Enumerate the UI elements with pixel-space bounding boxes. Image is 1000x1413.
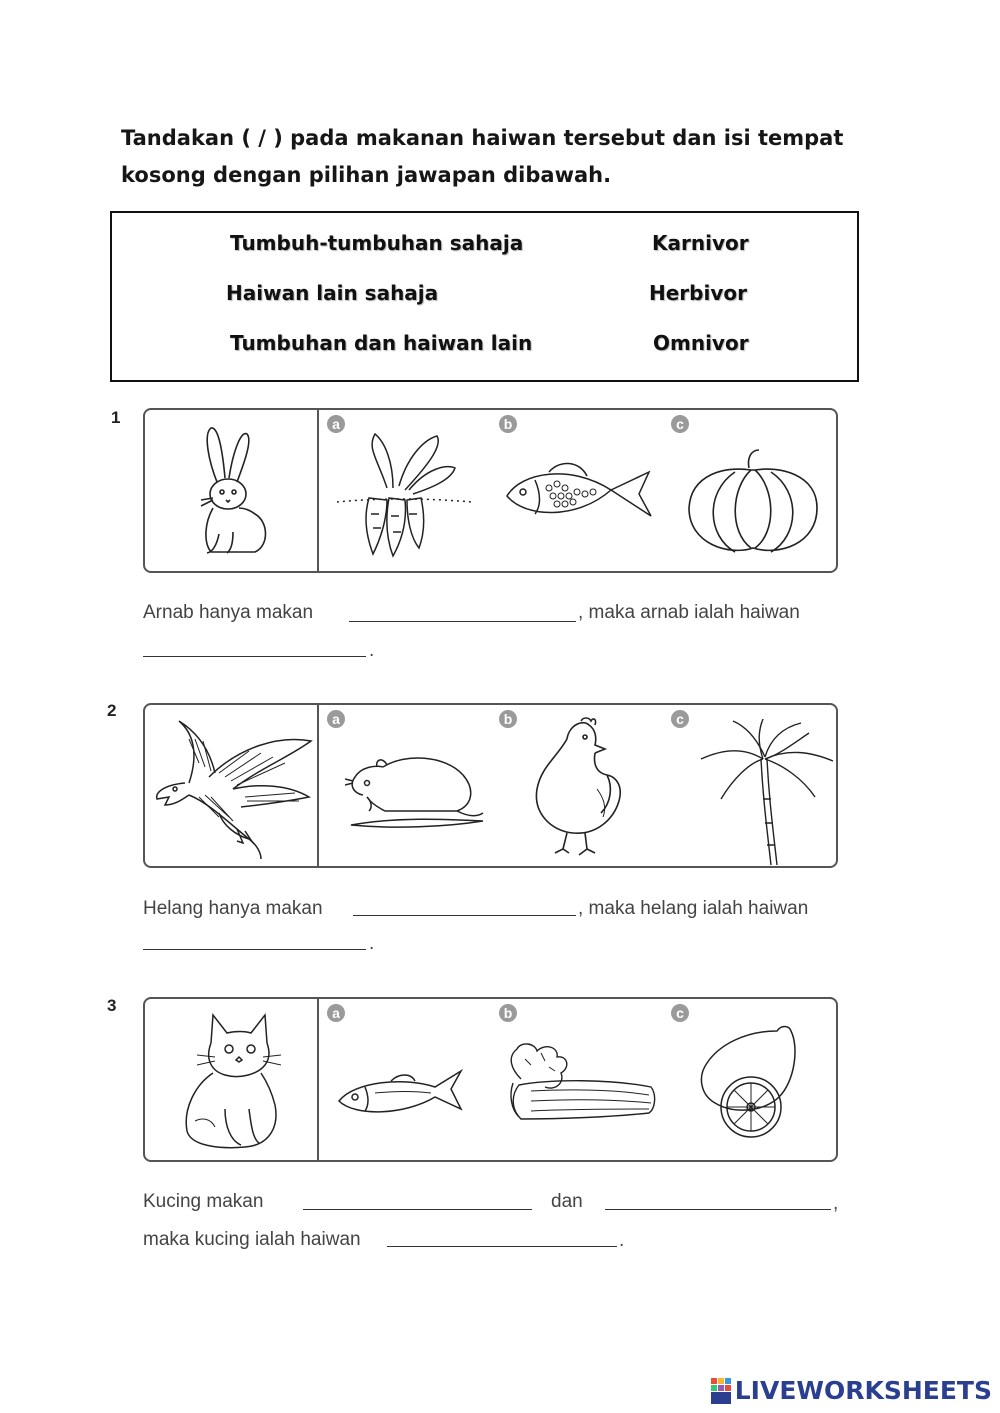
fish-image[interactable] — [335, 1057, 465, 1127]
instruction-text — [121, 120, 861, 194]
question-2-type-blank[interactable] — [143, 949, 366, 950]
fish-image[interactable] — [501, 454, 656, 534]
question-3-food-blank-2[interactable] — [605, 1209, 831, 1210]
choice-food-plants-and-animals[interactable]: Tumbuhan dan haiwan lain — [230, 331, 533, 355]
choice-omnivor[interactable]: Omnivor — [653, 331, 749, 355]
instruction-line-1: Tandakan ( / ) pada makanan haiwan tersebut dan isi tempat — [121, 126, 844, 150]
option-c-badge[interactable]: c — [671, 1004, 689, 1022]
question-2-food-blank[interactable] — [353, 915, 576, 916]
question-3-sentence-and: dan — [551, 1191, 583, 1212]
question-2-sentence-end: , maka helang ialah haiwan — [578, 898, 809, 919]
choice-karnivor[interactable]: Karnivor — [652, 231, 749, 255]
question-1-panel — [143, 408, 838, 573]
option-b-badge[interactable]: b — [499, 1004, 517, 1022]
question-3-comma: , — [833, 1193, 839, 1214]
option-c-badge[interactable]: c — [671, 710, 689, 728]
question-2-sentence-start: Helang hanya makan — [143, 898, 323, 919]
rabbit-image — [183, 422, 283, 562]
option-a-badge[interactable]: a — [327, 415, 345, 433]
option-c-badge[interactable]: c — [671, 415, 689, 433]
carrot-image[interactable] — [327, 428, 477, 558]
question-3-food-blank-1[interactable] — [303, 1209, 532, 1210]
question-1-sentence-start: Arnab hanya makan — [143, 602, 314, 623]
question-1-period: . — [369, 640, 375, 661]
pumpkin-image[interactable] — [685, 448, 821, 558]
question-1-sentence-end: , maka arnab ialah haiwan — [578, 602, 800, 623]
question-2-panel — [143, 703, 838, 868]
eagle-image — [149, 713, 315, 861]
question-3-type-blank[interactable] — [387, 1246, 617, 1247]
question-1-type-blank[interactable] — [143, 656, 366, 657]
question-3-sentence-end: maka kucing ialah haiwan — [143, 1229, 361, 1250]
question-1-number: 1 — [111, 408, 121, 427]
answer-choices-box — [110, 211, 859, 382]
question-2-number: 2 — [107, 701, 117, 720]
rat-image[interactable] — [345, 745, 485, 835]
question-2-period: . — [369, 933, 375, 954]
panel-divider — [317, 999, 319, 1160]
liveworksheets-logo-text: LIVEWORKSHEETS — [734, 1376, 992, 1405]
liveworksheets-logo — [711, 1376, 992, 1405]
question-3-period: . — [619, 1230, 625, 1251]
option-b-badge[interactable]: b — [499, 710, 517, 728]
option-a-badge[interactable]: a — [327, 710, 345, 728]
option-a-badge[interactable]: a — [327, 1004, 345, 1022]
choice-herbivor[interactable]: Herbivor — [649, 281, 747, 305]
question-3-sentence-start: Kucing makan — [143, 1191, 264, 1212]
lemon-image[interactable] — [695, 1021, 805, 1145]
sugarcane-image[interactable] — [697, 719, 837, 867]
cat-image — [175, 1009, 285, 1151]
panel-divider — [317, 705, 319, 866]
choice-food-animals-only[interactable]: Haiwan lain sahaja — [226, 281, 439, 305]
question-3-panel — [143, 997, 838, 1162]
question-3-number: 3 — [107, 996, 117, 1015]
option-b-badge[interactable]: b — [499, 415, 517, 433]
panel-divider — [317, 410, 319, 571]
question-1-food-blank[interactable] — [349, 621, 576, 622]
liveworksheets-logo-icon — [711, 1378, 731, 1404]
instruction-line-2: kosong dengan pilihan jawapan dibawah. — [121, 163, 612, 187]
choice-food-plants-only[interactable]: Tumbuh-tumbuhan sahaja — [230, 231, 524, 255]
hen-image[interactable] — [527, 717, 637, 857]
celery-image[interactable] — [501, 1039, 661, 1129]
